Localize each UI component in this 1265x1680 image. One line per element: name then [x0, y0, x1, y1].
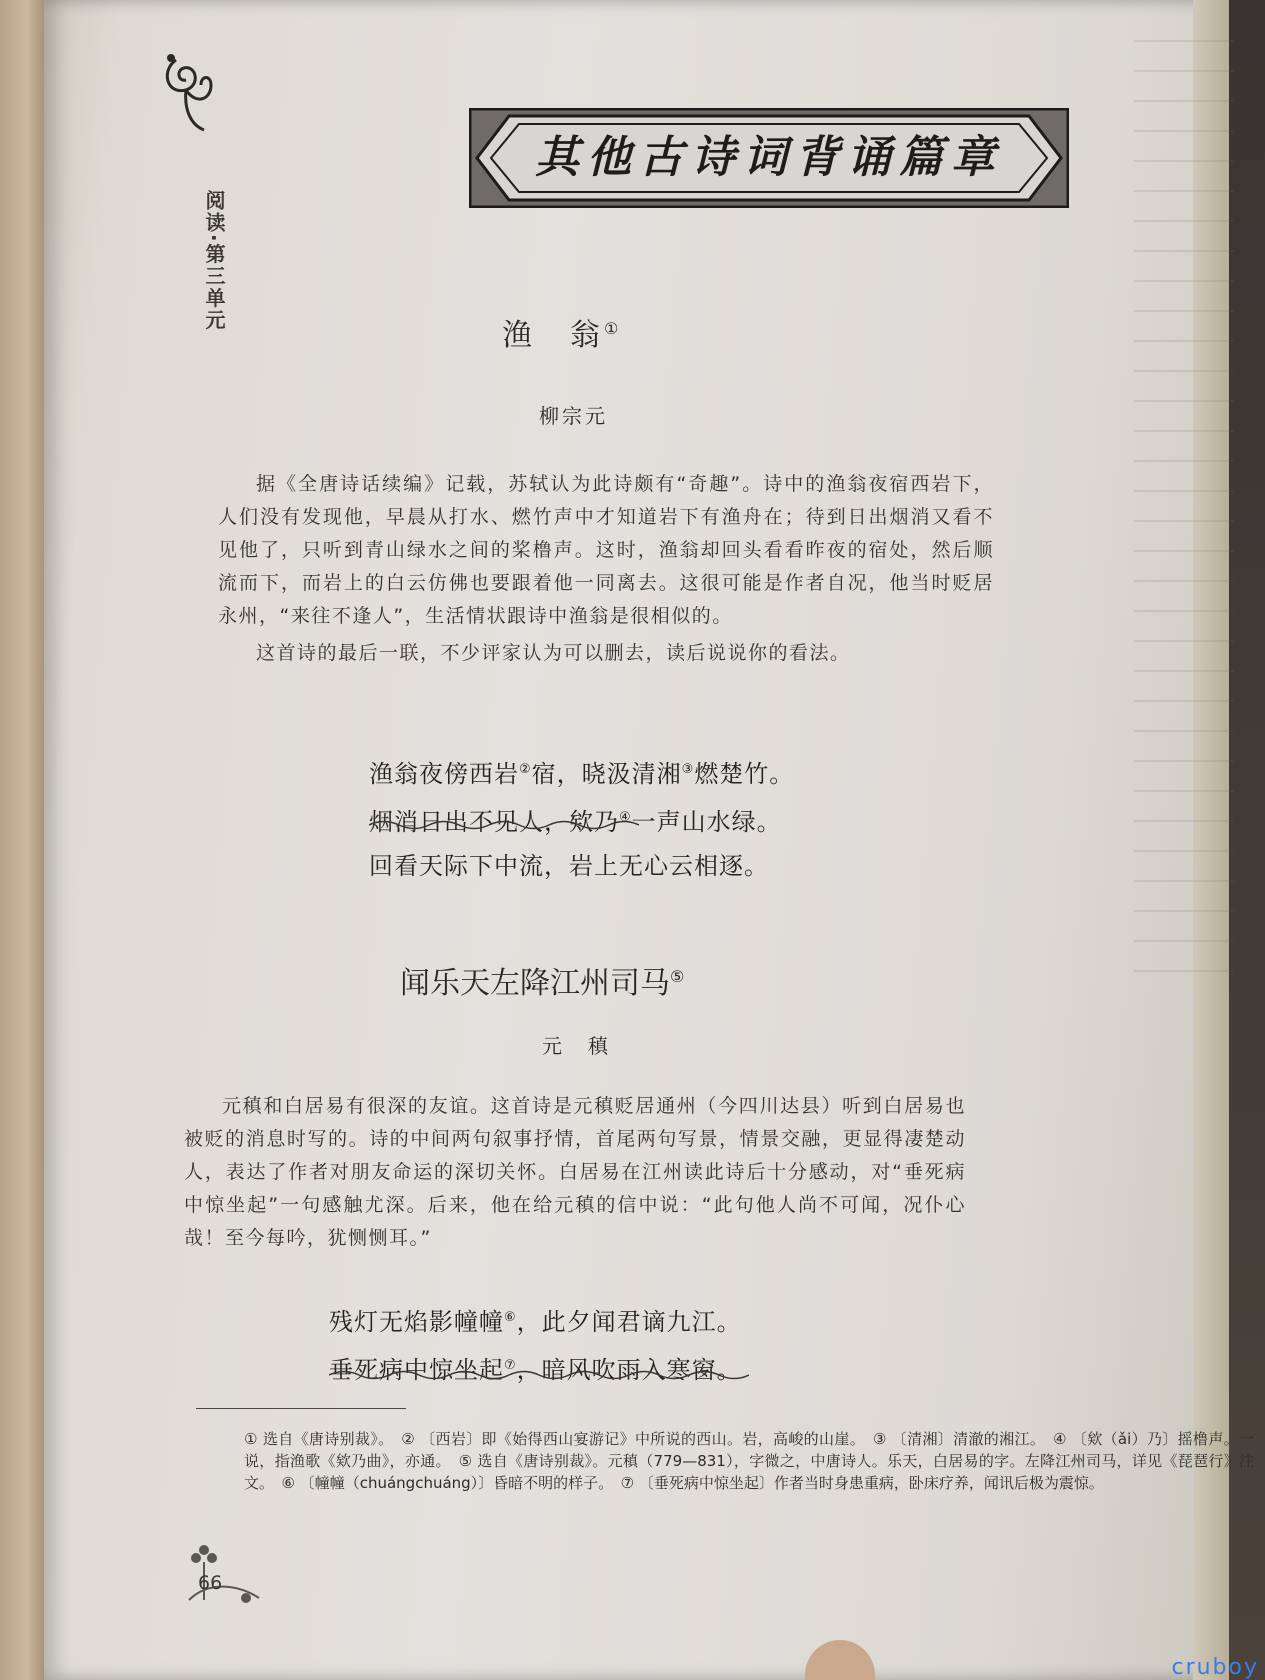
footnote-marker: ① [604, 319, 623, 338]
poem-line-text: 垂死病中惊坐起 [329, 1356, 504, 1384]
poem-author: 元 稹 [542, 1034, 611, 1058]
book-page [44, 0, 1254, 1680]
poem-title [400, 958, 684, 1002]
section-label: 阅读·第三单元 [202, 190, 226, 332]
poem-author: 柳宗元 [539, 404, 608, 428]
poem-line-text: 宿，晓汲清湘 [531, 760, 682, 788]
poem-line-text: 残灯无焰影幢幢 [329, 1308, 504, 1336]
intro-paragraph: 这首诗的最后一联，不少评家认为可以删去，读后说说你的看法。 [256, 642, 851, 664]
poem-line-text: ，暗风吹雨入寒窗。 [516, 1356, 742, 1384]
bleed-through-text [1134, 40, 1234, 1000]
poem-line [329, 1296, 742, 1344]
poem-intro [184, 1090, 966, 1255]
watermark: cruboy [1171, 1655, 1259, 1680]
page-number: 66 [198, 1572, 223, 1594]
poem-line [369, 748, 794, 796]
footnotes: ① 选自《唐诗别裁》。 ② 〔西岩〕即《始得西山宴游记》中所说的西山。岩，高峻的山崖。 ③ 〔清湘〕清澈的湘江。 ④ 〔欸（ǎi）乃〕摇橹声。一说，指渔歌《欸乃曲》，亦通。 ⑤ 选自《唐诗别裁》。元稹（779—831），字微之，中唐诗人。乐天，白居易的字。左降江州司马，详见《琵琶行》注文。 ⑥ 〔幢幢（chuángchuáng）〕昏暗不明的样子。 ⑦ 〔垂死病中惊坐起〕作者当时身患重病，卧床疗养，闻讯后极为震惊。 [244, 1430, 1254, 1492]
title-banner [469, 108, 1069, 208]
footnote-marker: ④ [619, 810, 632, 825]
footnote-marker: ⑤ [670, 967, 685, 986]
poem-title-text: 闻乐天左降江州司马 [400, 966, 670, 1001]
poem-line [369, 844, 794, 888]
poem-title-text: 渔 翁 [502, 318, 604, 353]
footnote-marker: ⑥ [504, 1310, 517, 1325]
poem-title [502, 310, 622, 354]
poem-line-text: 烟消日出不见人，欸乃 [369, 808, 619, 836]
footnote-marker: ⑦ [504, 1358, 517, 1373]
intro-paragraph: 据《全唐诗话续编》记载，苏轼认为此诗颇有“奇趣”。诗中的渔翁夜宿西岩下，人们没有发现他，早晨从打水、燃竹声中才知道岩下有渔舟在；待到日出烟消又看不见他了，只听到青山绿水之间的桨橹声。这时，渔翁却回头看看昨夜的宿处，然后顺流而下，而岩上的白云仿佛也要跟着他一同离去。这很可能是作者自况，他当时贬居永州，“来往不逢人”，生活情状跟诗中渔翁是很相似的。 [218, 473, 994, 627]
poem-line-text: 燃楚竹。 [694, 760, 795, 788]
poem-line-text: 渔翁夜傍西岩 [369, 760, 519, 788]
banner-title: 其他古诗词背诵篇章 [535, 132, 1003, 183]
intro-paragraph: 元稹和白居易有很深的友谊。这首诗是元稹贬居通州（今四川达县）听到白居易也被贬的消息时写的。诗的中间两句叙事抒情，首尾两句写景，情景交融，更显得凄楚动人，表达了作者对朋友命运的深切关怀。白居易在江州读此诗后十分感动，对“垂死病中惊坐起”一句感触尤深。后来，他在给元稹的信中说：“此句他人尚不可闻，况仆心哉！至今每吟，犹恻恻耳。” [184, 1095, 966, 1249]
footnote-rule [196, 1408, 406, 1409]
floral-ornament-icon [156, 40, 226, 140]
poem-line-text: 一声山水绿。 [631, 808, 782, 836]
footnote-marker: ② [519, 762, 532, 777]
book-spine-edge [0, 0, 44, 1680]
footnote-marker: ③ [681, 762, 695, 777]
handwritten-underline [369, 818, 639, 832]
handwritten-underline [329, 1368, 749, 1382]
poem-intro [218, 468, 994, 670]
poem-line-text: ，此夕闻君谪九江。 [516, 1308, 742, 1336]
poem-line-text: 回看天际下中流，岩上无心云相逐。 [369, 852, 769, 880]
leaf-ornament-icon [184, 1540, 264, 1610]
